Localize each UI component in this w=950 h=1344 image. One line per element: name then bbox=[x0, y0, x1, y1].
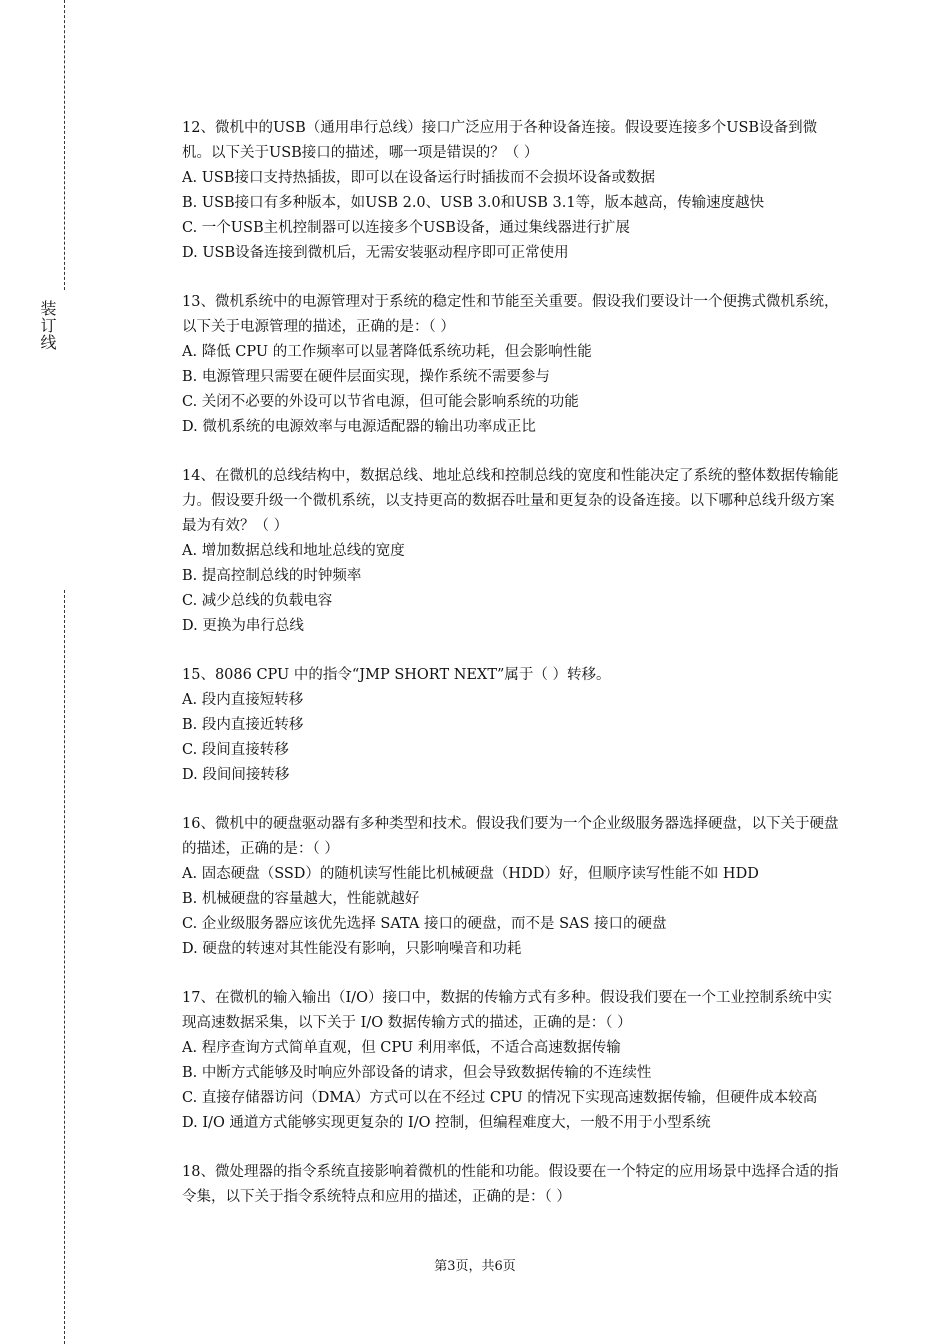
question-stem: 14、在微机的总线结构中，数据总线、地址总线和控制总线的宽度和性能决定了系统的整体数据传输能力。假设要升级一个微机系统，以支持更高的数据吞吐量和更复杂的设备连接。以下哪种总线升级方案最为有效？（ ） bbox=[182, 468, 839, 534]
option-d: D. 更换为串行总线 bbox=[182, 618, 304, 634]
option-a: A. 固态硬盘（SSD）的随机读写性能比机械硬盘（HDD）好，但顺序读写性能不如 HDD bbox=[182, 866, 759, 882]
option-a: A. 增加数据总线和地址总线的宽度 bbox=[182, 543, 405, 559]
option-b: B. 电源管理只需要在硬件层面实现，操作系统不需要参与 bbox=[182, 369, 550, 385]
option-c: C. 段间直接转移 bbox=[182, 742, 289, 758]
binding-dashed-line-bottom bbox=[64, 590, 65, 1344]
question-stem: 12、微机中的USB（通用串行总线）接口广泛应用于各种设备连接。假设要连接多个USB设备到微机。以下关于USB接口的描述，哪一项是错误的？（ ） bbox=[182, 120, 818, 161]
question-17 bbox=[182, 986, 842, 1136]
question-stem: 16、微机中的硬盘驱动器有多种类型和技术。假设我们要为一个企业级服务器选择硬盘，以下关于硬盘的描述，正确的是：（ ） bbox=[182, 816, 839, 857]
option-c: C. 企业级服务器应该优先选择 SATA 接口的硬盘，而不是 SAS 接口的硬盘 bbox=[182, 916, 667, 932]
question-stem: 18、微处理器的指令系统直接影响着微机的性能和功能。假设要在一个特定的应用场景中选择合适的指令集，以下关于指令系统特点和应用的描述，正确的是：（ ） bbox=[182, 1164, 839, 1205]
binding-dashed-line-top bbox=[64, 0, 65, 290]
option-d: D. 硬盘的转速对其性能没有影响，只影响噪音和功耗 bbox=[182, 941, 522, 957]
option-d: D. 微机系统的电源效率与电源适配器的输出功率成正比 bbox=[182, 419, 536, 435]
question-16 bbox=[182, 812, 842, 962]
option-b: B. 段内直接近转移 bbox=[182, 717, 304, 733]
option-a: A. USB接口支持热插拔，即可以在设备运行时插拔而不会损坏设备或数据 bbox=[182, 170, 655, 186]
option-d: D. 段间间接转移 bbox=[182, 767, 290, 783]
question-stem: 17、在微机的输入输出（I/O）接口中，数据的传输方式有多种。假设我们要在一个工业控制系统中实现高速数据采集，以下关于 I/O 数据传输方式的描述，正确的是：（ ） bbox=[182, 990, 832, 1031]
option-b: B. 机械硬盘的容量越大，性能就越好 bbox=[182, 891, 420, 907]
question-12 bbox=[182, 116, 842, 266]
question-18 bbox=[182, 1160, 842, 1210]
binding-line-label: 装订线 bbox=[38, 300, 57, 351]
question-13 bbox=[182, 290, 842, 440]
option-c: C. 直接存储器访问（DMA）方式可以在不经过 CPU 的情况下实现高速数据传输，但硬件成本较高 bbox=[182, 1090, 818, 1106]
option-a: A. 降低 CPU 的工作频率可以显著降低系统功耗，但会影响性能 bbox=[182, 344, 592, 360]
option-a: A. 段内直接短转移 bbox=[182, 692, 304, 708]
page-number-footer: 第3页，共6页 bbox=[434, 1259, 516, 1274]
option-c: C. 关闭不必要的外设可以节省电源，但可能会影响系统的功能 bbox=[182, 394, 579, 410]
question-list bbox=[182, 116, 842, 1234]
question-14 bbox=[182, 464, 842, 639]
question-stem: 13、微机系统中的电源管理对于系统的稳定性和节能至关重要。假设我们要设计一个便携式微机系统，以下关于电源管理的描述，正确的是：（ ） bbox=[182, 294, 839, 335]
option-b: B. 提高控制总线的时钟频率 bbox=[182, 568, 362, 584]
option-b: B. 中断方式能够及时响应外部设备的请求，但会导致数据传输的不连续性 bbox=[182, 1065, 652, 1081]
option-c: C. 减少总线的负载电容 bbox=[182, 593, 333, 609]
question-15 bbox=[182, 663, 842, 788]
option-d: D. USB设备连接到微机后，无需安装驱动程序即可正常使用 bbox=[182, 245, 569, 261]
question-stem: 15、8086 CPU 中的指令“JMP SHORT NEXT”属于（ ）转移。 bbox=[182, 667, 611, 683]
option-d: D. I/O 通道方式能够实现更复杂的 I/O 控制，但编程难度大，一般不用于小型系统 bbox=[182, 1115, 711, 1131]
option-a: A. 程序查询方式简单直观，但 CPU 利用率低，不适合高速数据传输 bbox=[182, 1040, 621, 1056]
option-b: B. USB接口有多种版本，如USB 2.0、USB 3.0和USB 3.1等，版本越高，传输速度越快 bbox=[182, 195, 765, 211]
option-c: C. 一个USB主机控制器可以连接多个USB设备，通过集线器进行扩展 bbox=[182, 220, 630, 236]
